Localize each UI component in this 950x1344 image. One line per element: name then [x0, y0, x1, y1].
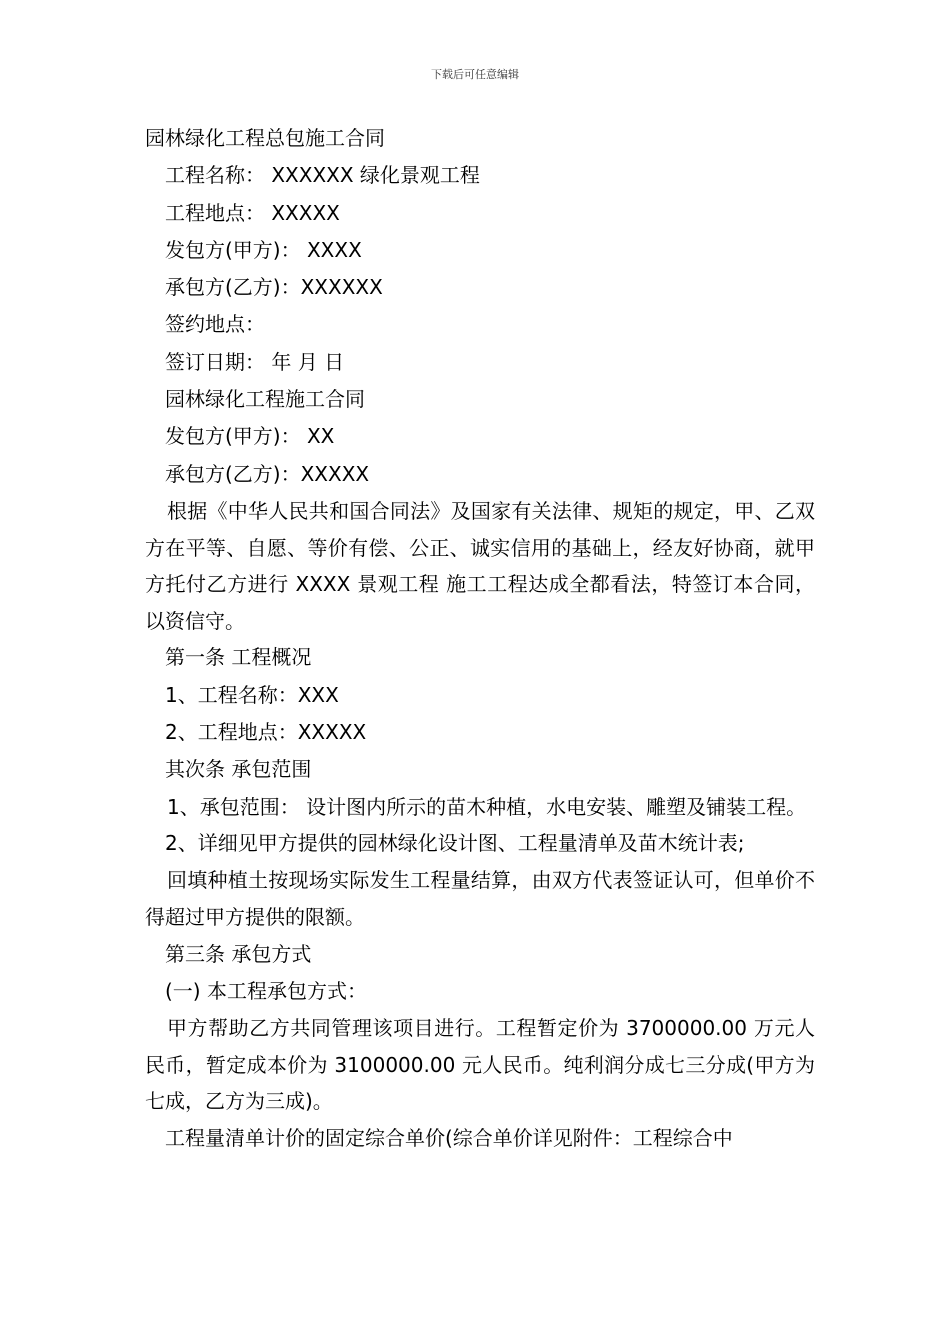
- article-2-item-2: 2、详细见甲方提供的园林绿化设计图、工程量清单及苗木统计表;: [165, 831, 745, 856]
- article-1-heading: 第一条 工程概况: [165, 645, 312, 670]
- document-body: [145, 120, 815, 1157]
- article-1-item-1: 1、工程名称：XXX: [165, 682, 339, 707]
- article-3-heading: 第三条 承包方式: [165, 941, 312, 966]
- article-2-item-1: 1、承包范围： 设计图内所示的苗木种植，水电安装、雕塑及铺装工程。: [167, 794, 807, 819]
- article-2-heading: 其次条 承包范围: [165, 757, 312, 782]
- signing-date-line: 签订日期： 年 月 日: [165, 349, 345, 374]
- party-a-line: 发包方(甲方)： XXXX: [165, 237, 362, 262]
- party-b-line: 承包方(乙方)：XXXXXX: [165, 275, 383, 300]
- preamble-paragraph: 根据《中华人民共和国合同法》及国家有关法律、规矩的规定，甲、乙双方在平等、自愿、等价有偿、公正、诚实信用的基础上，经友好协商，就甲方托付乙方进行 XXXX 景观工程 施工工程达成全都看法，特签订本合同，以资信守。: [145, 498, 815, 633]
- project-location-line: 工程地点： XXXXX: [165, 200, 340, 225]
- article-1-item-2: 2、工程地点：XXXXX: [165, 719, 367, 744]
- contract-title: 园林绿化工程总包施工合同: [145, 126, 385, 150]
- party-a-line-2: 发包方(甲方)： XX: [165, 424, 335, 449]
- article-3-subheading: (一) 本工程承包方式：: [165, 978, 367, 1003]
- price-paragraph: 甲方帮助乙方共同管理该项目进行。工程暂定价为 3700000.00 万元人民币，暂定成本价为 3100000.00 元人民币。纯利润分成七三分成(甲方为七成，乙方为三成)。: [145, 1016, 815, 1114]
- subtitle-line: 园林绿化工程施工合同: [165, 387, 365, 412]
- party-b-line-2: 承包方(乙方)：XXXXX: [165, 461, 370, 486]
- project-name-line: 工程名称： XXXXXX 绿化景观工程: [165, 163, 480, 188]
- signing-place-line: 签约地点：: [165, 312, 265, 337]
- pricing-line: 工程量清单计价的固定综合单价(综合单价详见附件：工程综合中: [165, 1125, 733, 1150]
- header-note: 下载后可任意编辑: [431, 68, 519, 81]
- backfill-paragraph: 回填种植土按现场实际发生工程量结算，由双方代表签证认可，但单价不得超过甲方提供的限额。: [145, 868, 815, 930]
